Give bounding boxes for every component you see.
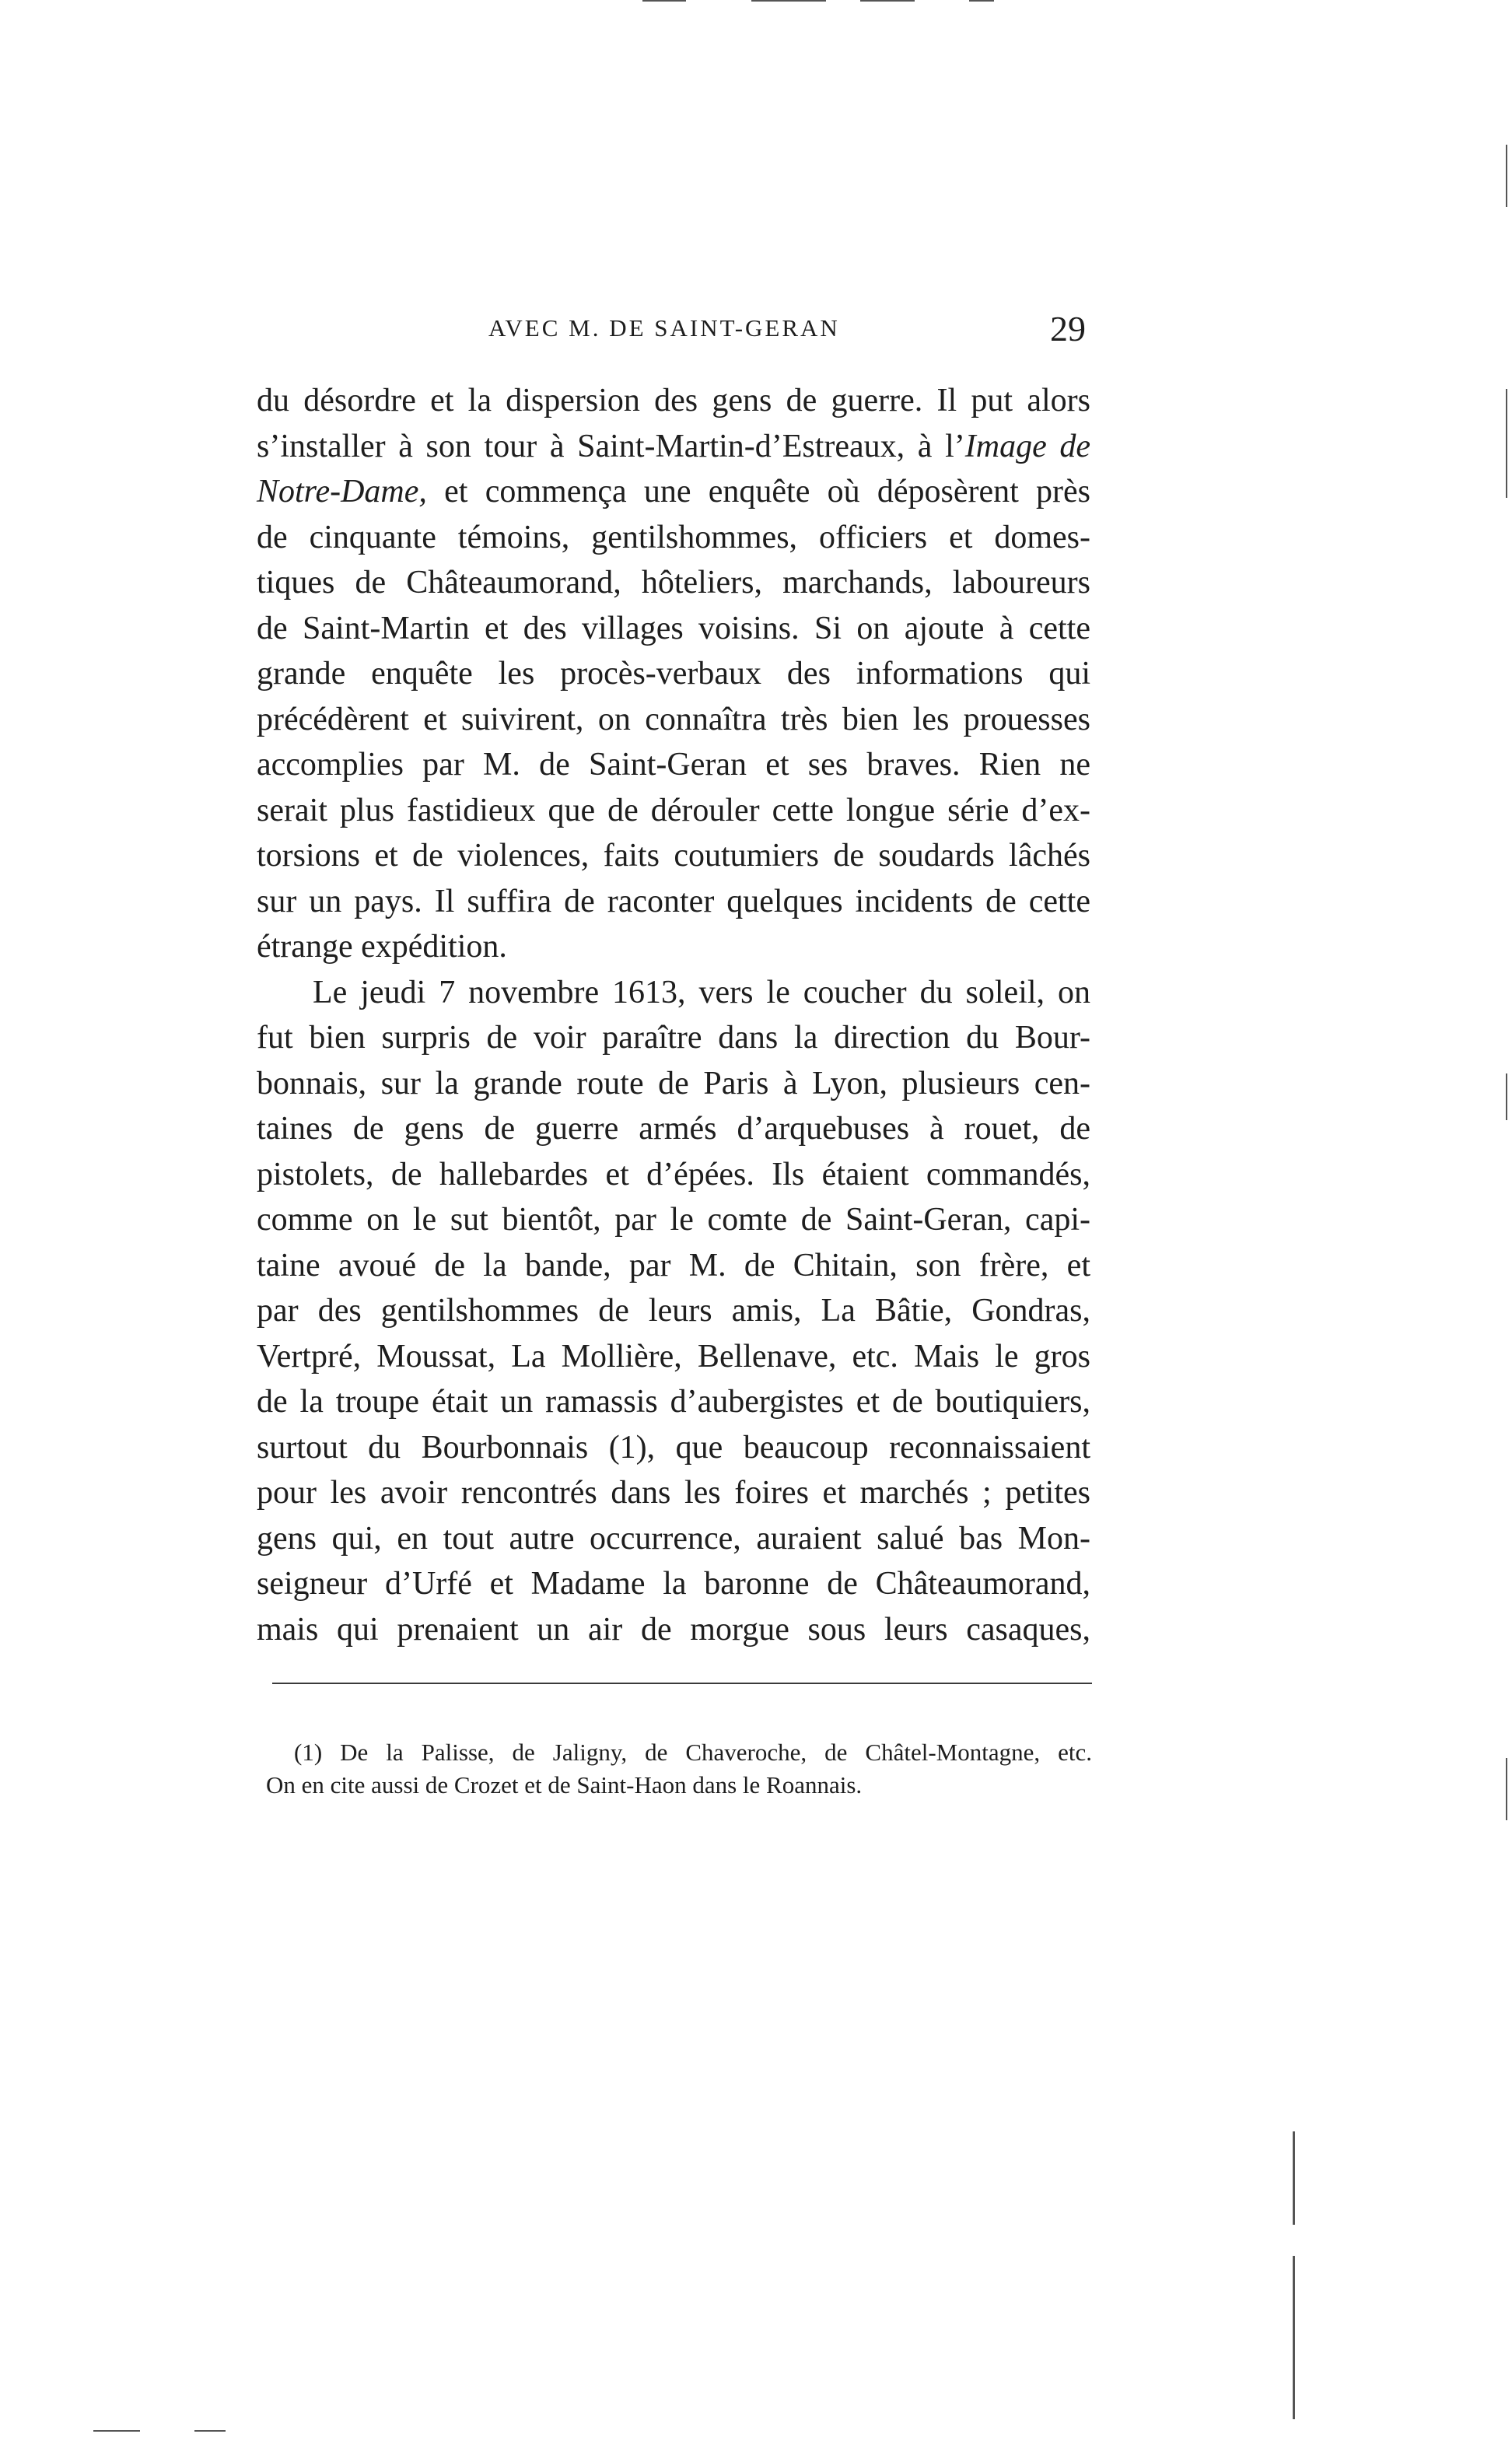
body-line-12: sur un pays. Il suffira de raconter quelques incidents de cette (257, 883, 1090, 919)
body-line-1: du désordre et la dispersion des gens de guerre. Il put alors (257, 383, 1090, 419)
body-line-28: mais qui prenaient un air de morgue sous leurs casaques, (257, 1611, 1090, 1648)
body-line-3 (257, 469, 1090, 515)
running-head: AVEC M. DE SAINT-GERAN (488, 314, 840, 341)
body-line-25: pour les avoir rencontrés dans les foires et marchés ; petites (257, 1475, 1090, 1511)
scan-mark-right-5 (1293, 2131, 1295, 2225)
footnote-line-1: (1) De la Palisse, de Jaligny, de Chaveroche, de Châtel-Montagne, etc. (294, 1739, 1092, 1766)
body-line-21: par des gentilshommes de leurs amis, La Bâtie, Gondras, (257, 1293, 1090, 1329)
body-line-10: serait plus fastidieux que de dérouler cette longue série d’ex- (257, 792, 1090, 828)
scan-mark-top-3 (860, 0, 915, 2)
scan-mark-right-3 (1506, 1073, 1507, 1120)
footnote (266, 1736, 1092, 1802)
italic-title-part-1: Image de (964, 428, 1090, 464)
body-line-15: fut bien surpris de voir paraître dans la direction du Bour- (257, 1020, 1090, 1056)
italic-title-part-2: Notre-Dame, (257, 474, 427, 510)
scan-mark-bottom-2 (194, 2430, 226, 2432)
body-line-3-text: et commença une enquête où déposèrent près (426, 474, 1090, 510)
body-line-26: gens qui, en tout autre occurrence, auraient salué bas Mon- (257, 1520, 1090, 1557)
page-number: 29 (1050, 309, 1086, 348)
body-line-9: accomplies par M. de Saint-Geran et ses braves. Rien ne (257, 747, 1090, 783)
scan-mark-bottom-1 (93, 2430, 140, 2432)
footnote-line-2: On en cite aussi de Crozet et de Saint-Haon dans le Roannais. (266, 1771, 863, 1798)
body-line-24: surtout du Bourbonnais (1), que beaucoup reconnaissaient (257, 1429, 1090, 1466)
scan-mark-top-1 (642, 0, 686, 2)
scan-mark-top-4 (969, 0, 994, 2)
body-line-19: comme on le sut bientôt, par le comte de Saint-Geran, capi- (257, 1202, 1090, 1238)
scan-mark-right-1 (1506, 145, 1507, 207)
body-line-2 (257, 424, 1090, 470)
body-line-23: de la troupe était un ramassis d’aubergistes et de boutiquiers, (257, 1384, 1090, 1420)
body-line-5: tiques de Châteaumorand, hôteliers, marchands, laboureurs (257, 565, 1090, 601)
scan-mark-top-2 (751, 0, 826, 2)
body-line-14: Le jeudi 7 novembre 1613, vers le coucher du soleil, on (313, 974, 1090, 1010)
body-line-27: seigneur d’Urfé et Madame la baronne de Châteaumorand, (257, 1566, 1090, 1602)
body-line-8: précédèrent et suivirent, on connaîtra très bien les prouesses (257, 701, 1090, 737)
scan-mark-right-4 (1506, 1758, 1507, 1820)
footnote-rule (272, 1683, 1092, 1684)
body-line-4: de cinquante témoins, gentilshommes, officiers et domes- (257, 519, 1090, 555)
scan-mark-right-2 (1506, 389, 1507, 498)
body-line-22: Vertpré, Moussat, La Mollière, Bellenave, etc. Mais le gros (257, 1338, 1090, 1375)
body-line-2-text: s’installer à son tour à Saint-Martin-d’Estreaux, à l’ (257, 428, 965, 464)
body-line-7: grande enquête les procès-verbaux des informations qui (257, 656, 1090, 692)
body-line-17: taines de gens de guerre armés d’arquebuses à rouet, de (257, 1111, 1090, 1147)
scan-mark-right-6 (1293, 2256, 1295, 2419)
body-line-11: torsions et de violences, faits coutumiers de soudards lâchés (257, 838, 1090, 874)
body-line-18: pistolets, de hallebardes et d’épées. Ils étaient commandés, (257, 1156, 1090, 1192)
body-line-16: bonnais, sur la grande route de Paris à Lyon, plusieurs cen- (257, 1065, 1090, 1101)
body-text (257, 378, 1090, 1652)
body-line-6: de Saint-Martin et des villages voisins. Si on ajoute à cette (257, 610, 1090, 646)
body-line-13: étrange expédition. (257, 929, 507, 965)
body-line-20: taine avoué de la bande, par M. de Chitain, son frère, et (257, 1247, 1090, 1284)
